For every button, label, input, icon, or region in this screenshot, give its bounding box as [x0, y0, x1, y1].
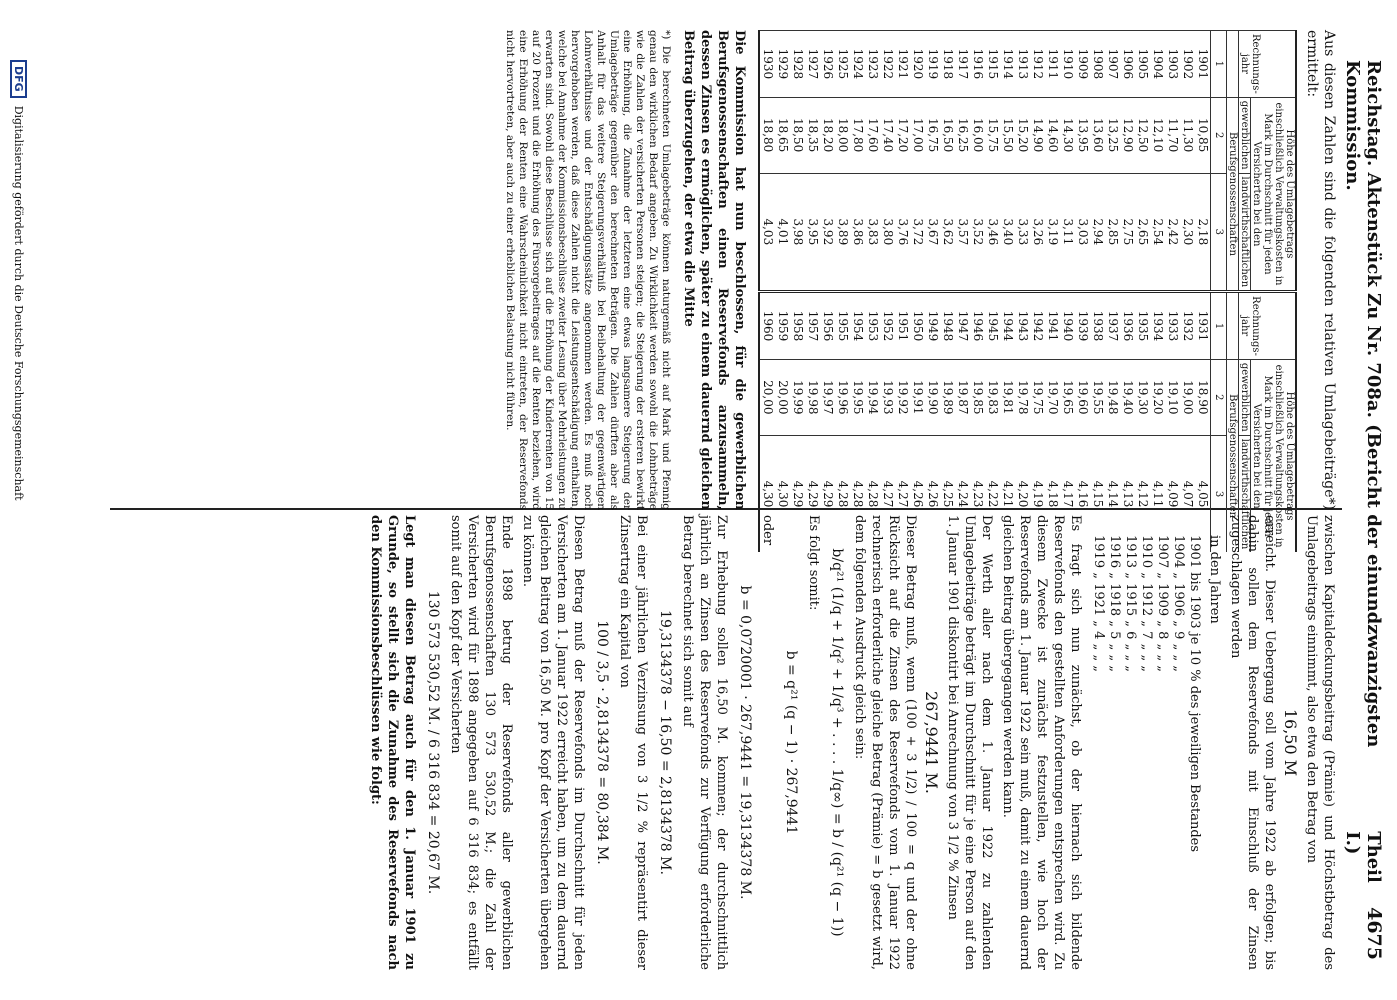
colnum: 1 [1211, 292, 1227, 360]
table-cell: 1916 [970, 31, 985, 98]
table-cell: 1926 [820, 31, 835, 98]
footnote: *) Die berechneten Umlagebeträge können naturgemäß nicht auf Mark und Pfennig genau den wirklichen Bedarf angeben. Zu Wirklichkeit werden sowohl die Lohnbeträge wie die Zahlen der versicherten Personen steigen; die Steigerung der ersteren bewirkt eine Erhöhung, die Zunahme der letzteren eine etwas langsamere Steigerung der Umlagebeträge gegenüber den berechneten Beträgen. Die Zahlen dürften aber als Anhalt für das weitere Steigerungsverhältniß bei Beibehaltung der gegenwärtigen Lohnverhältnisse und der Entschädigungssätze angenommen werden. Es muß noch hervorgehoben werden, daß diese Zahlen nicht die Leistungsentschädigung enthalten, welche bei Annahme der Kommissionsbeschlüsse zweiter Lesung über Mehrleistungen zu erwarten sind. Sowohl diese Beschlüsse sich auf die Erhöhung der Kinderrenten von 15 auf 20 Prozent und die Erhöhung des Fürsorgebeitrages auf die Renten beziehen, wird eine Erhöhung der Renten eine Wahrscheinlichkeit nicht eintreten, der Reservefonds nicht hervortreten, aber auch zu einer erheblichen Belastung nicht führen. [504, 30, 672, 510]
table-cell: 17,80 [850, 97, 865, 173]
header-land: landwirthschaftlichen [1239, 173, 1251, 292]
para-6b: oder [760, 515, 775, 546]
table-cell: 1912 [1030, 31, 1045, 98]
table-cell: 1955 [835, 292, 850, 360]
table-cell: 3,11 [1060, 173, 1075, 292]
table-cell: 19,90 [925, 359, 940, 435]
table-cell: 15,75 [985, 97, 1000, 173]
table-cell: 3,80 [880, 173, 895, 292]
table-cell: 1932 [1180, 292, 1195, 360]
para-5: Dieser Betrag muß, wenn (100 + 3 1/2) / 100 = q und der ohne Rücksicht auf die Zinsen des Reservefonds vom 1. Januar 1922 rechnerisch erforderliche gleiche Betrag (Prämie) = b gesetzt wird, dem folgenden Ausdruck gleich sein: [852, 515, 918, 970]
table-cell: 1952 [880, 292, 895, 360]
table-row [850, 31, 865, 553]
table-cell: 4,30 [759, 435, 775, 552]
table-cell: 1919 [925, 31, 940, 98]
header-part: Theil I.) [1342, 831, 1384, 883]
table-cell: 1940 [1060, 292, 1075, 360]
years-list [1090, 535, 1202, 970]
year-item: 1913 „ 1915 „ 6 „ „ „ [1123, 535, 1138, 673]
table-cell: 4,28 [835, 435, 850, 552]
table-cell: 17,20 [895, 97, 910, 173]
table-cell: 19,96 [835, 359, 850, 435]
table-row [940, 31, 955, 553]
table-row [1090, 31, 1105, 553]
table-cell: 3,52 [970, 173, 985, 292]
table-cell: 1913 [1015, 31, 1030, 98]
table-cell: 3,72 [910, 173, 925, 292]
table-cell: 3,03 [1075, 173, 1090, 292]
table-cell: 19,10 [1165, 359, 1180, 435]
table-row [865, 31, 880, 553]
table-cell: 1941 [1045, 292, 1060, 360]
table-cell: 4,01 [775, 173, 790, 292]
table-cell: 3,89 [835, 173, 850, 292]
table-cell: 1925 [835, 31, 850, 98]
table-cell: 18,65 [775, 97, 790, 173]
table-row [1060, 31, 1075, 553]
table-cell: 19,98 [805, 359, 820, 435]
table-cell: 1946 [970, 292, 985, 360]
table-cell: 1928 [790, 31, 805, 98]
table-cell: 4,22 [985, 435, 1000, 552]
table-cell: 1905 [1135, 31, 1150, 98]
table-cell: 4,09 [1165, 435, 1180, 552]
commission-text: Die Kommission hat nun beschlossen, für die gewerblichen Berufsgenossenschaften einen Reservefonds anzusammeln, dessen Zinsen es ermöglichen, später zu einem dauernd gleichen Beitrag überzugehen, der etwa die Mitte [681, 30, 747, 510]
table-cell: 1906 [1120, 31, 1135, 98]
formula-1: b/q²¹ (1/q + 1/q² + 1/q³ + . . . . 1/q∞) = b / (q²¹ (q − 1)) [829, 548, 845, 937]
table-cell: 4,29 [790, 435, 805, 552]
table-cell: 20,00 [775, 359, 790, 435]
table-cell: 3,76 [895, 173, 910, 292]
table-cell: 3,86 [850, 173, 865, 292]
table-cell: 19,95 [850, 359, 865, 435]
year-item: 1916 „ 1918 „ 5 „ „ „ [1107, 535, 1122, 673]
table-cell: 13,25 [1105, 97, 1120, 173]
table-cell: 1910 [1060, 31, 1075, 98]
table-cell: 3,92 [820, 173, 835, 292]
table-cell: 19,94 [865, 359, 880, 435]
table-cell: 4,29 [820, 435, 835, 552]
table-cell: 19,81 [1000, 359, 1015, 435]
table-cell: 3,26 [1030, 173, 1045, 292]
table-cell: 4,25 [940, 435, 955, 552]
table-cell: 17,00 [910, 97, 925, 173]
para-1: zwischen Kapitaldeckungsbeitrag (Prämie) und Höchstbetrag des Umlagebeitrags einnimmt, also etwa den Betrag von [1304, 515, 1336, 970]
header-title: Reichstag. Aktenstück Zu Nr. 708a. (Bericht der einundzwanzigsten Kommission. [1342, 60, 1384, 748]
table-row [775, 31, 790, 553]
table-cell: 2,54 [1150, 173, 1165, 292]
table-cell: 18,20 [820, 97, 835, 173]
table-row [1195, 31, 1211, 553]
table-cell: 2,65 [1135, 173, 1150, 292]
table-cell: 4,27 [880, 435, 895, 552]
table-cell: 18,50 [790, 97, 805, 173]
table-cell: 15,50 [1000, 97, 1015, 173]
table-row [1105, 31, 1120, 553]
table-cell: 1909 [1075, 31, 1090, 98]
table-cell: 1903 [1165, 31, 1180, 98]
table-cell: 19,78 [1015, 359, 1030, 435]
page-number: 4675 [1363, 907, 1385, 960]
table-cell: 19,93 [880, 359, 895, 435]
table-cell: 12,50 [1135, 97, 1150, 173]
table-cell: 4,24 [955, 435, 970, 552]
para-11: Legt man diesen Betrag auch für den 1. Januar 1901 zu Grunde, so stellt sich die Zunahme des Reservefonds nach den Kommissionsbeschlüssen wie folgt: [368, 515, 417, 970]
year-item: 1907 „ 1909 „ 8 „ „ „ [1155, 535, 1170, 673]
table-cell: 3,57 [955, 173, 970, 292]
table-cell: 1918 [940, 31, 955, 98]
table-cell: 13,60 [1090, 97, 1105, 173]
table-row [790, 31, 805, 553]
table-row [1180, 31, 1195, 553]
table-cell: 19,83 [985, 359, 1000, 435]
table-cell: 4,26 [925, 435, 940, 552]
table-cell: 4,27 [895, 435, 910, 552]
year-item: 1919 „ 1921 „ 4 „ „ „ [1091, 535, 1106, 673]
table-cell: 3,98 [790, 173, 805, 292]
table-row [955, 31, 970, 553]
table-cell: 19,75 [1030, 359, 1045, 435]
page-header [1342, 60, 1385, 960]
table-cell: 4,13 [1120, 435, 1135, 552]
amount-2: 267,9441 M. [922, 691, 941, 794]
table-cell: 4,20 [1015, 435, 1030, 552]
table-row [895, 31, 910, 553]
table-cell: 1938 [1090, 292, 1105, 360]
table-row [1165, 31, 1180, 553]
table-cell: 1944 [1000, 292, 1015, 360]
digitization-footer [10, 60, 27, 501]
header-gew: gewerblichen [1239, 97, 1251, 173]
colnum: 3 [1211, 435, 1227, 552]
table-cell: 17,60 [865, 97, 880, 173]
para-2: erreicht. Dieser Uebergang soll vom Jahre 1922 ab erfolgen; bis dahin sollen dem Reservefonds mit Einschluß der Zinsen zugeschlagen werden [1228, 515, 1277, 970]
table-cell: 19,89 [940, 359, 955, 435]
table-cell: 1915 [985, 31, 1000, 98]
year-item: 1910 „ 1912 „ 7 „ „ „ [1139, 535, 1154, 673]
table-body [759, 31, 1227, 553]
table-cell: 4,30 [775, 435, 790, 552]
table-cell: 4,18 [1045, 435, 1060, 552]
table-cell: 1957 [805, 292, 820, 360]
table-cell: 15,20 [1015, 97, 1030, 173]
table-cell: 20,00 [759, 359, 775, 435]
table-cell: 14,60 [1045, 97, 1060, 173]
table-cell: 3,95 [805, 173, 820, 292]
table-cell: 1907 [1105, 31, 1120, 98]
table-cell: 2,85 [1105, 173, 1120, 292]
table-cell: 1937 [1105, 292, 1120, 360]
table-cell: 1934 [1150, 292, 1165, 360]
table-cell: 3,62 [940, 173, 955, 292]
header-amount: Höhe des Umlagebetrags einschließlich Verwaltungskosten in Mark im Durchschnitt für jeden Versicherten bei den [1251, 97, 1297, 291]
table-cell: 11,70 [1165, 97, 1180, 173]
table-cell: 19,92 [895, 359, 910, 435]
header-group: Berufsgenossenschaften [1227, 97, 1239, 291]
table-cell: 19,99 [790, 359, 805, 435]
colnum: 3 [1211, 173, 1227, 292]
table-cell: 4,12 [1135, 435, 1150, 552]
table-cell: 1948 [940, 292, 955, 360]
table-cell: 1930 [759, 31, 775, 98]
table-cell: 4,14 [1105, 435, 1120, 552]
table-cell: 4,23 [970, 435, 985, 552]
table-cell: 1947 [955, 292, 970, 360]
table-cell: 1949 [925, 292, 940, 360]
table-cell: 1911 [1045, 31, 1060, 98]
header-group-2: Berufsgenossenschaften [1227, 359, 1239, 552]
table-cell: 1943 [1015, 292, 1030, 360]
table-cell: 4,21 [1000, 435, 1015, 552]
table-cell: 3,83 [865, 173, 880, 292]
para-3: Es fragt sich nun zunächst, ob der hiernach sich bildende Reservefonds den gestellten Anforderungen entsprechen wird. Zu diesem Zwecke ist zunächst festzustellen, wie hoch der Reservefonds am 1. Januar 1922 sein muß, damit zu einem dauernd gleichen Beitrag übergegangen werden kann. [1000, 515, 1083, 970]
table-row [1015, 31, 1030, 553]
table-cell: 4,28 [850, 435, 865, 552]
table-cell: 4,29 [805, 435, 820, 552]
table-cell: 4,17 [1060, 435, 1075, 552]
table-row [970, 31, 985, 553]
table-cell: 1914 [1000, 31, 1015, 98]
contribution-table [758, 30, 1297, 552]
right-column [105, 515, 1337, 970]
year-item: 1904 „ 1906 „ 9 „ „ „ [1171, 535, 1186, 673]
amount-1: 16,50 M [1281, 708, 1300, 777]
header-land-2: landwirthschaftlichen [1239, 435, 1251, 552]
header-year-2: Rechnungs-jahr [1239, 292, 1297, 360]
table-row [1075, 31, 1090, 553]
table-cell: 18,90 [1195, 359, 1211, 435]
table-cell: 2,75 [1120, 173, 1135, 292]
table-cell: 4,16 [1075, 435, 1090, 552]
table-cell: 19,48 [1105, 359, 1120, 435]
para-8: Bei einer jährlichen Verzinsung von 3 1/2 % repräsentirt dieser Zinsertrag ein Kapital von [617, 515, 649, 970]
table-cell: 11,30 [1180, 97, 1195, 173]
para-2b: in den Jahren [1207, 535, 1222, 624]
table-cell: 19,97 [820, 359, 835, 435]
table-cell: 10,85 [1195, 97, 1211, 173]
table-cell: 4,11 [1150, 435, 1165, 552]
table-cell: 2,42 [1165, 173, 1180, 292]
table-cell: 4,05 [1195, 435, 1211, 552]
formula-6: 130 573 530,52 M. / 6 316 834 = 20,67 M. [425, 590, 441, 895]
table-cell: 1908 [1090, 31, 1105, 98]
table-cell: 1904 [1150, 31, 1165, 98]
table-cell: 1933 [1165, 292, 1180, 360]
table-cell: 3,46 [985, 173, 1000, 292]
header-year: Rechnungs-jahr [1239, 31, 1297, 98]
para-9: Diesen Betrag muß der Reservefonds im Durchschnitt für jeden Versicherten am 1. Januar 1922 erreicht haben, um zu dem dauernd gleichen Beitrag von 16,50 M. pro Kopf der Versicherten übergehen zu können. [520, 515, 586, 970]
table-cell: 4,03 [759, 173, 775, 292]
table-cell: 16,00 [970, 97, 985, 173]
table-row [820, 31, 835, 553]
table-cell: 3,67 [925, 173, 940, 292]
table-cell: 1956 [820, 292, 835, 360]
table-cell: 1923 [865, 31, 880, 98]
table-row [910, 31, 925, 553]
table-row [1135, 31, 1150, 553]
table-cell: 18,35 [805, 97, 820, 173]
table-row [1120, 31, 1135, 553]
para-4: Der Werth aller nach dem 1. Januar 1922 zu zahlenden Umlagebeiträge beträgt im Durchschnitt für je eine Person auf den 1. Januar 1901 diskontirt bei Anrechnung von 3 1/2 % Zinsen [945, 515, 994, 970]
table-cell: 3,19 [1045, 173, 1060, 292]
table-cell: 1942 [1030, 292, 1045, 360]
table-cell: 2,18 [1195, 173, 1211, 292]
table-cell: 4,28 [865, 435, 880, 552]
formula-2: b = q²¹ (q − 1) · 267,9441 [783, 650, 799, 835]
table-cell: 19,00 [1180, 359, 1195, 435]
table-cell: 19,60 [1075, 359, 1090, 435]
table-cell: 1901 [1195, 31, 1211, 98]
dfg-logo: DFG [10, 60, 27, 98]
para-6: Es folgt somit: [806, 515, 821, 611]
table-cell: 16,25 [955, 97, 970, 173]
table-cell: 16,75 [925, 97, 940, 173]
table-cell: 18,80 [759, 97, 775, 173]
table-row [1150, 31, 1165, 553]
table-cell: 3,40 [1000, 173, 1015, 292]
table-cell: 1939 [1075, 292, 1090, 360]
table-cell: 12,10 [1150, 97, 1165, 173]
table-cell: 1920 [910, 31, 925, 98]
year-item: 1901 bis 1903 je 10 % des jeweiligen Bestandes [1187, 535, 1202, 853]
table-cell: 1921 [895, 31, 910, 98]
table-cell: 1950 [910, 292, 925, 360]
table-cell: 19,85 [970, 359, 985, 435]
table-row [925, 31, 940, 553]
table-cell: 18,00 [835, 97, 850, 173]
table-cell: 1953 [865, 292, 880, 360]
table-cell: 4,07 [1180, 435, 1195, 552]
table-cell: 1959 [775, 292, 790, 360]
table-cell: 1954 [850, 292, 865, 360]
table-row [1045, 31, 1060, 553]
table-row [1000, 31, 1015, 553]
table-row [835, 31, 850, 553]
table-cell: 19,30 [1135, 359, 1150, 435]
table-cell: 19,40 [1120, 359, 1135, 435]
table-cell: 1922 [880, 31, 895, 98]
para-7: Zur Erhebung sollen 16,50 M. kommen; der durchschnittlich jährlich an Zinsen des Reservefonds zur Verfügung erforderliche Betrag berechnet sich somit auf [680, 515, 729, 970]
table-cell: 1927 [805, 31, 820, 98]
para-10: Ende 1898 betrug der Reservefonds aller gewerblichen Berufsgenossenschaften 130 573 530,52 M.; die Zahl der Versicherten wird für 1898 angegeben auf 6 316 834; es entfällt somit auf den Kopf der Versicherten [448, 515, 514, 970]
table-cell: 1951 [895, 292, 910, 360]
table-cell: 12,90 [1120, 97, 1135, 173]
table-cell: 4,19 [1030, 435, 1045, 552]
table-cell: 19,91 [910, 359, 925, 435]
table-cell: 1902 [1180, 31, 1195, 98]
table-cell: 13,95 [1075, 97, 1090, 173]
table-cell: 14,30 [1060, 97, 1075, 173]
table-row [759, 31, 775, 553]
table-row [805, 31, 820, 553]
digitization-credit: Digitalisierung gefördert durch die Deutsche Forschungsgemeinschaft [12, 105, 25, 501]
formula-5: 100 / 3,5 · 2,8134378 = 80,384 M. [594, 620, 610, 865]
table-intro: Aus diesen Zahlen sind die folgenden relativen Umlagebeiträge*) ermittelt: [1304, 30, 1337, 510]
table-cell: 1960 [759, 292, 775, 360]
table-cell: 2,94 [1090, 173, 1105, 292]
table-cell: 4,26 [910, 435, 925, 552]
table-cell: 19,65 [1060, 359, 1075, 435]
table-cell: 1929 [775, 31, 790, 98]
table-row [1030, 31, 1045, 553]
colnum: 1 [1211, 31, 1227, 98]
table-cell: 2,30 [1180, 173, 1195, 292]
formula-3: b = 0,0720001 · 267,9441 = 19,3134378 M. [737, 585, 753, 900]
table-cell: 19,70 [1045, 359, 1060, 435]
table-cell: 1945 [985, 292, 1000, 360]
table-cell: 3,33 [1015, 173, 1030, 292]
column-number-row [1211, 31, 1227, 553]
table-cell: 17,40 [880, 97, 895, 173]
formula-4: 19,3134378 − 16,50 = 2,8134378 M. [657, 610, 673, 875]
colnum: 2 [1211, 359, 1227, 435]
table-cell: 19,55 [1090, 359, 1105, 435]
table-cell: 19,87 [955, 359, 970, 435]
header-amount-2: Höhe des Umlagebetrags einschließlich Verwaltungskosten in Mark im Durchschnitt für jeden Versicherten bei den [1251, 359, 1297, 552]
table-cell: 1917 [955, 31, 970, 98]
table-cell: 1924 [850, 31, 865, 98]
table-cell: 1958 [790, 292, 805, 360]
table-row [985, 31, 1000, 553]
header-gew-2: gewerblichen [1239, 359, 1251, 435]
table-row [880, 31, 895, 553]
colnum: 2 [1211, 97, 1227, 173]
table-cell: 1931 [1195, 292, 1211, 360]
table-cell: 16,50 [940, 97, 955, 173]
table-cell: 1935 [1135, 292, 1150, 360]
table-cell: 14,90 [1030, 97, 1045, 173]
table-cell: 19,20 [1150, 359, 1165, 435]
table-cell: 4,15 [1090, 435, 1105, 552]
table-cell: 1936 [1120, 292, 1135, 360]
